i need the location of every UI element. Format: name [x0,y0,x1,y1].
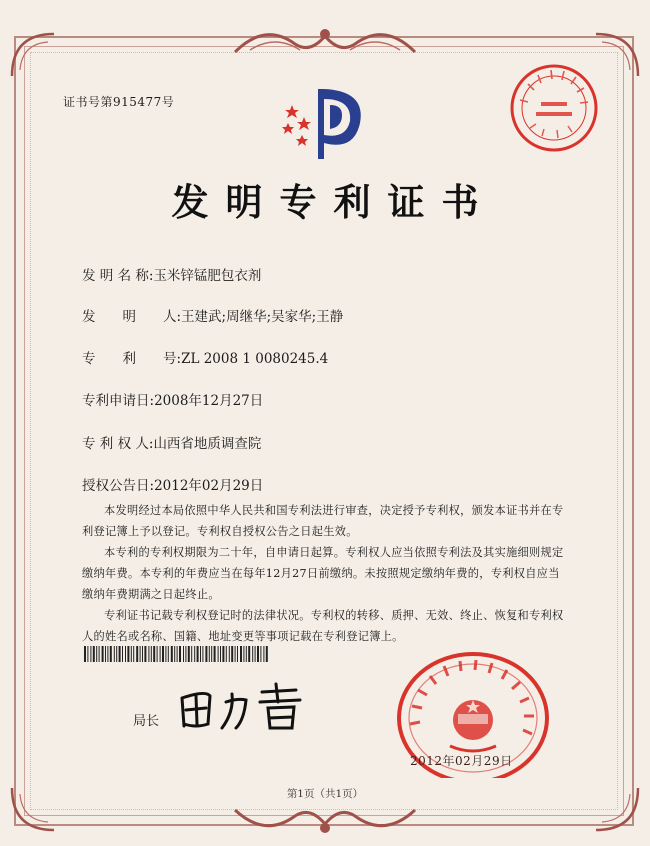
barcode [84,646,268,662]
barcode-bar [160,646,161,662]
barcode-bar [235,646,236,662]
barcode-bar [243,646,244,662]
barcode-bar [200,646,201,662]
patent-office-logo [280,83,370,163]
grant-date-field [82,474,263,494]
director-signature [176,680,316,740]
barcode-bar [157,646,158,662]
barcode-bar [260,646,261,662]
barcode-bar [162,646,164,662]
barcode-bar [255,646,256,662]
barcode-bar [168,646,169,662]
barcode-bar [119,646,121,662]
barcode-bar [231,646,233,662]
patent-number-field [82,347,328,367]
barcode-bar [99,646,100,662]
barcode-bar [93,646,95,662]
barcode-bar [131,646,132,662]
barcode-bar [209,646,210,662]
barcode-bar [229,646,230,662]
barcode-bar [153,646,155,662]
barcode-bar [122,646,123,662]
corner-ornament-top-left [8,30,58,80]
barcode-bar [110,646,112,662]
top-ornament [225,22,425,62]
barcode-bar [116,646,117,662]
barcode-bar [266,646,268,662]
invention-name-value: 玉米锌锰肥包衣剂 [153,268,262,284]
barcode-bar [165,646,166,662]
page-number: 第1页（共1页） [286,788,364,800]
barcode-bar [148,646,149,662]
patentee-field [82,432,261,452]
barcode-bar [197,646,199,662]
barcode-bar [211,646,212,662]
patentee-value: 山西省地质调查院 [153,436,262,452]
barcode-bar [174,646,175,662]
barcode-bar [140,646,141,662]
barcode-bar [226,646,227,662]
grant-date-value: 2012年02月29日 [154,478,264,494]
barcode-bar [177,646,178,662]
barcode-bar [257,646,259,662]
barcode-bar [183,646,184,662]
barcode-bar [185,646,186,662]
certificate-title: 发明专利证书 [171,181,496,224]
barcode-bar [205,646,207,662]
application-date-label: 专利申请日: [82,393,155,409]
body-paragraph: 专利证书记载专利权登记时的法律状况。专利权的转移、质押、无效、终止、恢复和专利权人的姓名或名称、国籍、地址变更等事项记载在专利登记簿上。 [82,609,564,643]
barcode-bar [263,646,264,662]
barcode-bar [248,646,250,662]
body-paragraph: 本发明经过本局依照中华人民共和国专利法进行审查，决定授予专利权，颁发本证书并在专利登记簿上予以登记。专利权自授权公告之日起生效。 [82,504,564,538]
barcode-bar [127,646,129,662]
barcode-bar [191,646,192,662]
barcode-bar [105,646,106,662]
application-date-value: 2008年12月27日 [154,393,264,409]
agency-stamp [508,62,600,154]
body-paragraph: 本专利的专利权期限为二十年，自申请日起算。专利权人应当依照专利法及其实施细则规定缴纳年费。本专利的年费应当在每年12月27日前缴纳。未按照规定缴纳年费的，专利权自应当缴纳年费期满之日起终止。 [82,546,564,601]
barcode-bar [179,646,181,662]
barcode-bar [246,646,247,662]
patent-number-value: ZL 2008 1 0080245.4 [181,351,329,367]
barcode-bar [218,646,219,662]
barcode-bar [220,646,221,662]
barcode-bar [107,646,108,662]
barcode-bar [133,646,134,662]
invention-name-label: 发 明 名 称: [82,268,154,284]
barcode-bar [142,646,143,662]
bottom-ornament [225,804,425,838]
barcode-bar [171,646,173,662]
barcode-bar [188,646,190,662]
barcode-bar [194,646,195,662]
grant-date-label: 授权公告日: [82,478,155,494]
barcode-bar [87,646,88,662]
barcode-bar [151,646,152,662]
barcode-bar [96,646,97,662]
inventors-label: 发 明 人: [82,309,182,325]
patent-number-label: 专 利 号: [82,351,182,367]
inventors-value: 王建武;周继华;吴家华;王静 [181,309,344,325]
barcode-bar [136,646,138,662]
certificate-body [82,500,570,647]
barcode-bar [252,646,253,662]
barcode-bar [84,646,86,662]
barcode-bar [214,646,216,662]
barcode-bar [144,646,146,662]
barcode-bar [202,646,203,662]
inventors-field [82,305,343,325]
barcode-bar [102,646,104,662]
barcode-bar [222,646,224,662]
barcode-bar [114,646,115,662]
barcode-bar [237,646,238,662]
barcode-bar [240,646,242,662]
barcode-bar [125,646,126,662]
patentee-label: 专 利 权 人: [82,436,154,452]
application-date-field [82,389,263,409]
certificate-number: 证书号第915477号 [63,95,175,109]
director-label: 局长 [133,714,160,729]
barcode-bar [90,646,91,662]
invention-name-field [82,264,261,284]
seal-date: 2012年02月29日 [410,754,513,768]
